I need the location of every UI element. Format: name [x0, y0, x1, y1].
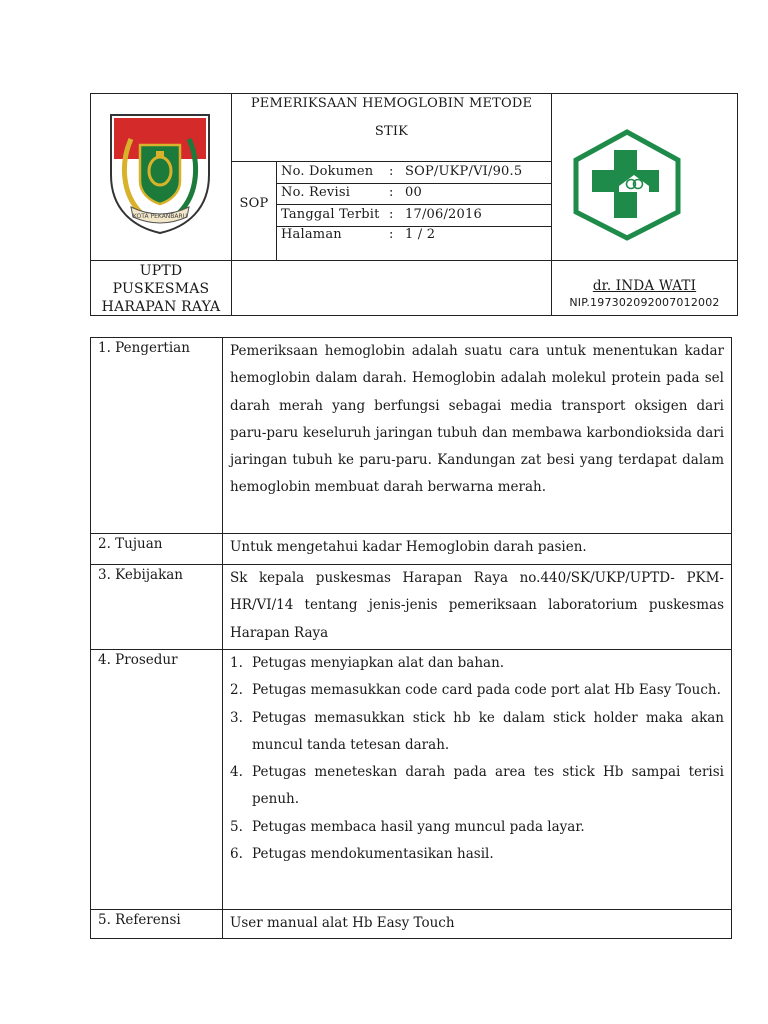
org-name-line3: HARAPAN RAYA [101, 299, 221, 315]
section-label: 5. Referensi [91, 910, 223, 939]
section-content [223, 534, 732, 565]
text-line: kadar hemoglobin dalam darah. Hemoglobin adalah molekul [230, 343, 724, 387]
reference-text: User manual alat Hb Easy Touch [230, 915, 455, 931]
text-line: puskesmas Harapan Raya [230, 597, 724, 641]
signer-nip: NIP.197302092007012002 [569, 296, 720, 309]
section-content [223, 338, 732, 534]
list-item [230, 650, 724, 677]
meta-label: No. Dokumen [281, 164, 374, 179]
org-name-line1: UPTD [139, 263, 183, 279]
section-content [223, 910, 732, 939]
meta-label: No. Revisi [281, 185, 351, 200]
step-number: 3. [230, 709, 243, 726]
section-label: 2. Tujuan [91, 534, 223, 565]
puskesmas-cross-icon [571, 128, 683, 242]
table-row [91, 565, 732, 650]
objective-text: Untuk mengetahui kadar Hemoglobin darah pasien. [230, 539, 587, 555]
text-line: Kandungan zat besi yang terdapat dalam hemoglobin membuat [230, 452, 724, 496]
emblem-ribbon-text: KOTA PEKANBARU [132, 213, 188, 220]
definition-text [230, 338, 724, 502]
text-line: transport oksigen dari paru-paru keseluruh jaringan tubuh dan [230, 397, 724, 441]
sop-content-table [90, 337, 732, 939]
text-line: protein pada sel darah merah yang berfungsi sebagai media [230, 370, 724, 414]
text-line: Petugas mendokumentasikan hasil. [252, 846, 494, 863]
text-line: Petugas membaca hasil yang muncul pada layar. [252, 818, 585, 835]
org-name-line2: PUSKESMAS [112, 281, 210, 297]
divider [276, 183, 552, 184]
list-item [230, 759, 724, 814]
text-line: Petugas memasukkan code card pada code port alat Hb Easy [252, 682, 672, 699]
table-row [91, 650, 732, 910]
document-header [90, 93, 738, 316]
text-line: PKM-HR/VI/14 tentang jenis-jenis pemeriksaan laboratorium [230, 570, 724, 614]
divider [91, 260, 737, 261]
meta-label: Halaman [281, 227, 342, 242]
meta-value: 17/06/2016 [405, 207, 482, 222]
document-title-line2: STIK [374, 124, 409, 139]
meta-value: 1 / 2 [405, 227, 436, 242]
section-content [223, 565, 732, 650]
procedure-list [230, 650, 724, 868]
meta-sep: : [389, 207, 394, 222]
signer-name: dr. INDA WATI [592, 278, 697, 294]
table-row [91, 910, 732, 939]
step-number: 1. [230, 655, 243, 671]
meta-sep: : [389, 164, 394, 179]
text-line: Petugas meneteskan darah pada area tes stick Hb sampai terisi [252, 764, 724, 781]
section-label: 4. Prosedur [91, 650, 223, 910]
meta-sep: : [389, 185, 394, 200]
list-item [230, 841, 724, 868]
meta-sep: : [389, 227, 394, 242]
document-title-line1: PEMERIKSAAN HEMOGLOBIN METODE [250, 96, 533, 111]
text-line: penuh. [252, 791, 300, 808]
step-number: 5. [230, 818, 243, 835]
section-label: 1. Pengertian [91, 338, 223, 534]
meta-value: SOP/UKP/VI/90.5 [405, 164, 523, 179]
text-line: Pemeriksaan hemoglobin adalah suatu cara untuk menentukan [230, 343, 678, 359]
text-line: Touch. [675, 682, 721, 699]
divider [276, 161, 277, 260]
text-line: darah berwarna merah. [383, 479, 546, 496]
section-label: 3. Kebijakan [91, 565, 223, 650]
meta-label: Tanggal Terbit [281, 207, 380, 222]
step-number: 6. [230, 846, 243, 863]
divider [276, 204, 552, 205]
step-number: 2. [230, 682, 243, 699]
list-item [230, 814, 724, 841]
section-content [223, 650, 732, 910]
text-line: membawa karbondioksida dari jaringan tubuh ke paru-paru. [230, 424, 725, 469]
list-item [230, 677, 724, 704]
list-item [230, 705, 724, 760]
text-line: Sk kepala puskesmas Harapan Raya no.440/SK/UKP/UPTD- [230, 570, 675, 586]
meta-value: 00 [405, 185, 422, 200]
text-line: akan muncul tanda tetesan darah. [252, 709, 724, 753]
text-line: Petugas menyiapkan alat dan bahan. [252, 655, 505, 671]
sop-label: SOP [239, 196, 269, 211]
regional-emblem-icon [107, 109, 213, 237]
policy-text [230, 565, 724, 647]
step-number: 4. [230, 764, 243, 781]
divider [231, 161, 552, 162]
table-row [91, 534, 732, 565]
text-line: Petugas memasukkan stick hb ke dalam stick holder maka [252, 709, 683, 726]
table-row [91, 338, 732, 534]
